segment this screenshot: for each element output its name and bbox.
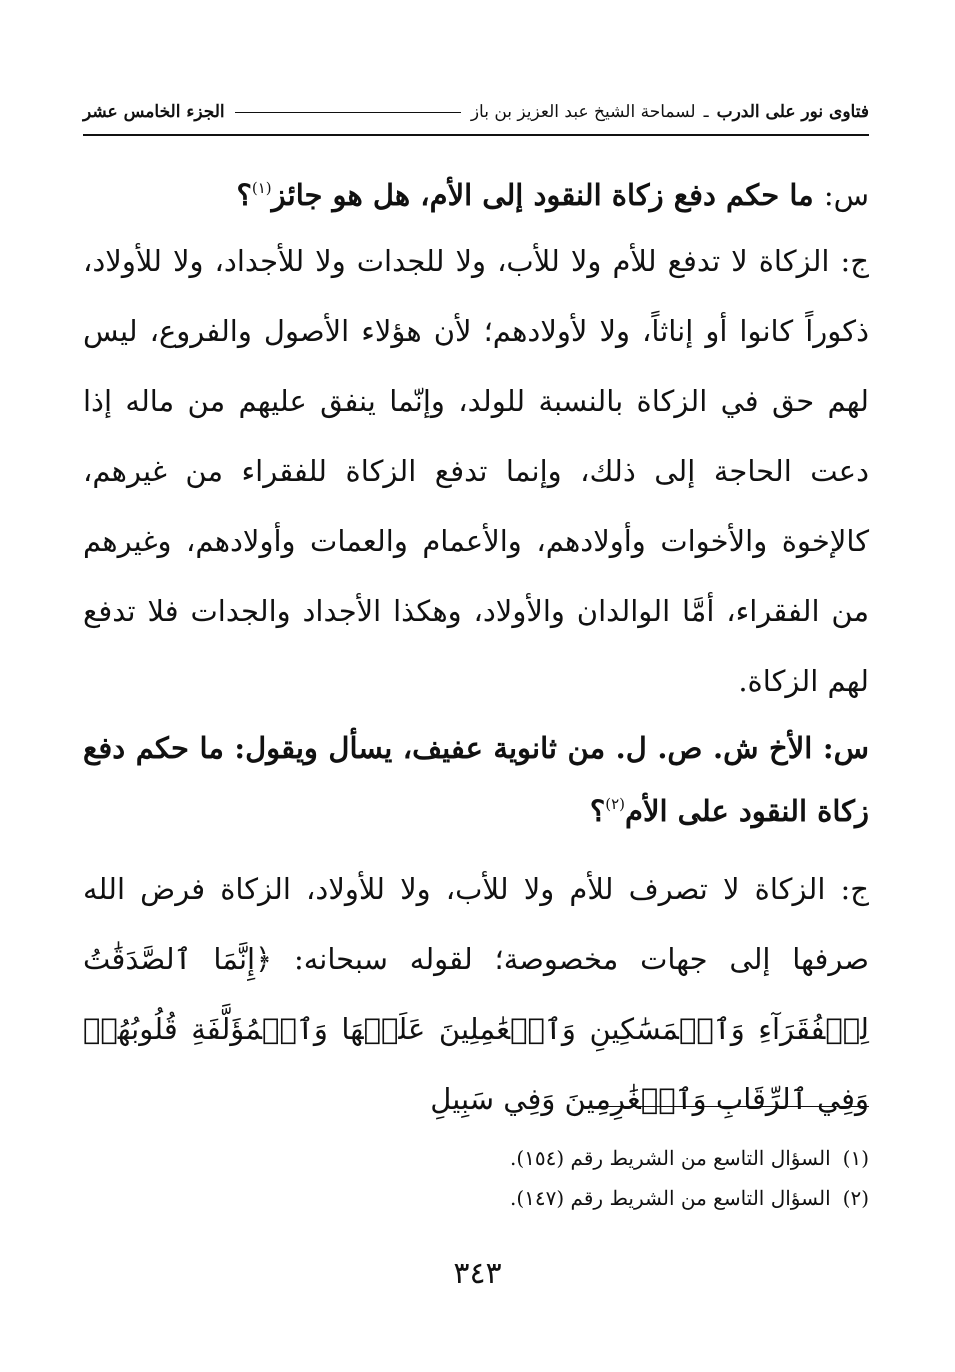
answer-2	[83, 854, 869, 1134]
question-1-footnote-marker: (١)	[251, 179, 272, 197]
footnote-1-text: السؤال التاسع من الشريط رقم (١٥٤).	[509, 1146, 831, 1170]
volume-part: الجزء الخامس عشر	[83, 102, 225, 122]
question-1-label: س:	[823, 178, 869, 212]
running-header-title-group	[471, 102, 869, 122]
answer-1-text: الزكاة لا تدفع للأم ولا للأب، ولا للجدات ولا للأجداد، ولا للأولاد، ذكوراً كانوا أو إناثاً، ولا لأولادهم؛ لأن هؤلاء الأصول والفروع، ليس لهم حق في الزكاة بالنسبة للولد، وإنّما ينفق عليهم من ماله إذا دعت الحاجة إلى ذلك، وإنما تدفع الزكاة للفقراء من غيرهم، كالإخوة والأخوات وأولادهم، والأعمام والعمات وأولادهم، وغيرهم من الفقراء، أمَّا الوالدان والأولاد، وهكذا الأجداد والجدات فلا تدفع لهم الزكاة.	[83, 244, 870, 698]
question-1-text: ما حكم دفع زكاة النقود إلى الأم، هل هو جائز	[271, 178, 814, 212]
footnote-2-text: السؤال التاسع من الشريط رقم (١٤٧).	[509, 1186, 831, 1210]
header-separator: ـ	[703, 102, 709, 122]
answer-1-label: ج:	[840, 244, 869, 278]
author-name: لسماحة الشيخ عبد العزيز بن باز	[470, 102, 696, 122]
footnote-2	[83, 1178, 869, 1218]
question-2	[83, 720, 869, 839]
footnote-2-marker: (٢)	[842, 1186, 869, 1210]
answer-2-text: الزكاة لا تصرف للأم ولا للأب، ولا للأولاد، الزكاة فرض الله صرفها إلى جهات مخصوصة؛ لقوله سبحانه:	[83, 872, 869, 976]
question-1	[83, 160, 869, 223]
question-2-end: ؟	[589, 794, 606, 828]
answer-1	[83, 226, 869, 716]
book-title: فتاوى نور على الدرب	[716, 102, 869, 122]
footnote-1-marker: (١)	[842, 1146, 869, 1170]
answer-2-label: ج:	[840, 872, 869, 906]
running-header	[83, 94, 869, 136]
page-number: ٣٤٣	[453, 1256, 502, 1291]
footnote-1	[83, 1138, 869, 1178]
question-2-label: س:	[822, 731, 869, 765]
question-1-end: ؟	[236, 178, 252, 212]
quran-verse: ﴿إِنَّمَا ٱلصَّدَقَٰتُ لِلۡفُقَرَآءِ وَٱلۡمَسَٰكِينِ وَٱلۡعَٰمِلِينَ عَلَيۡهَا وَٱلۡمُؤَلَّفَةِ قُلُوبُهُمۡ وَفِي ٱلرِّقَابِ وَٱلۡغَٰرِمِينَ وَفِي سَبِيلِ	[83, 942, 869, 1116]
question-2-text: الأخ ش. ص. ل. من ثانوية عفيف، يسأل ويقول: ما حكم دفع زكاة النقود على الأم	[83, 731, 869, 828]
header-rule	[235, 112, 461, 113]
question-2-footnote-marker: (٢)	[605, 795, 626, 813]
footnote-rule	[581, 1106, 869, 1107]
footnotes	[83, 1138, 869, 1218]
